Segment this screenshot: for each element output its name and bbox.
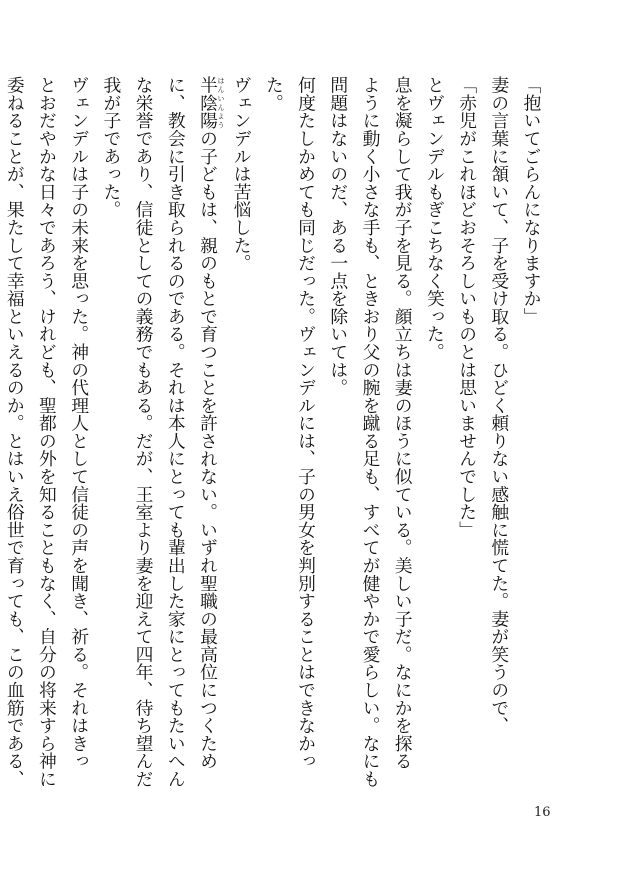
text-line: ように動く小さな手も、ときおり父の腕を蹴る足も、すべてが健やかで愛らしい。なにも	[359, 76, 381, 788]
text-line: とおだやかな日々であろう、けれども、聖都の外を知ることもなく、自分の将来すら神に	[36, 76, 58, 788]
ruby-base: 半陰陽	[197, 76, 219, 130]
ruby-line-rest: の子どもは、親のもとで育つことを許されない。いずれ聖職の最高位につくため	[197, 129, 219, 770]
text-line-with-ruby	[191, 76, 225, 776]
text-line: 何度たしかめても同じだった。ヴェンデルには、子の男女を判別することはできなかっ	[295, 76, 317, 770]
page-number: 16	[534, 805, 551, 820]
text-line: 問題はないのだ、ある一点を除いては。	[327, 76, 349, 397]
text-line: に、教会に引き取られるのである。それは本人にとっても輩出した家にとってもたいへん	[165, 76, 187, 788]
text-line: 「赤児がこれほどおそろしいものとは思いませんでした」	[456, 76, 478, 539]
text-line: な栄誉であり、信徒としての義務でもある。だが、王室より妻を迎えて四年、待ち望んだ	[133, 76, 155, 788]
text-line: 委ねることが、果たして幸福といえるのか。とはいえ俗世で育っても、この血筋である、	[4, 76, 26, 788]
ruby-reading: はんいんよう	[216, 76, 225, 130]
text-line: 息を凝らして我が子を見る。顔立ちは妻のほうに似ている。美しい子だ。なにかを探る	[392, 76, 414, 770]
text-line: ヴェンデルは苦悩した。	[231, 76, 253, 272]
text-line: た。	[263, 76, 285, 112]
vertical-text-body	[0, 76, 547, 788]
text-line: 妻の言葉に頷いて、子を受け取る。ひどく頼りない感触に慌てた。妻が笑うので、	[488, 76, 510, 735]
text-line: ヴェンデルは子の未来を思った。神の代理人として信徒の声を聞き、祈る。それはきっ	[68, 76, 90, 770]
text-line: とヴェンデルもぎこちなく笑った。	[424, 76, 446, 361]
text-line: 「抱いてごらんになりますか」	[521, 76, 542, 326]
text-line: 我が子であった。	[100, 76, 122, 219]
ruby-annotation	[197, 76, 225, 130]
